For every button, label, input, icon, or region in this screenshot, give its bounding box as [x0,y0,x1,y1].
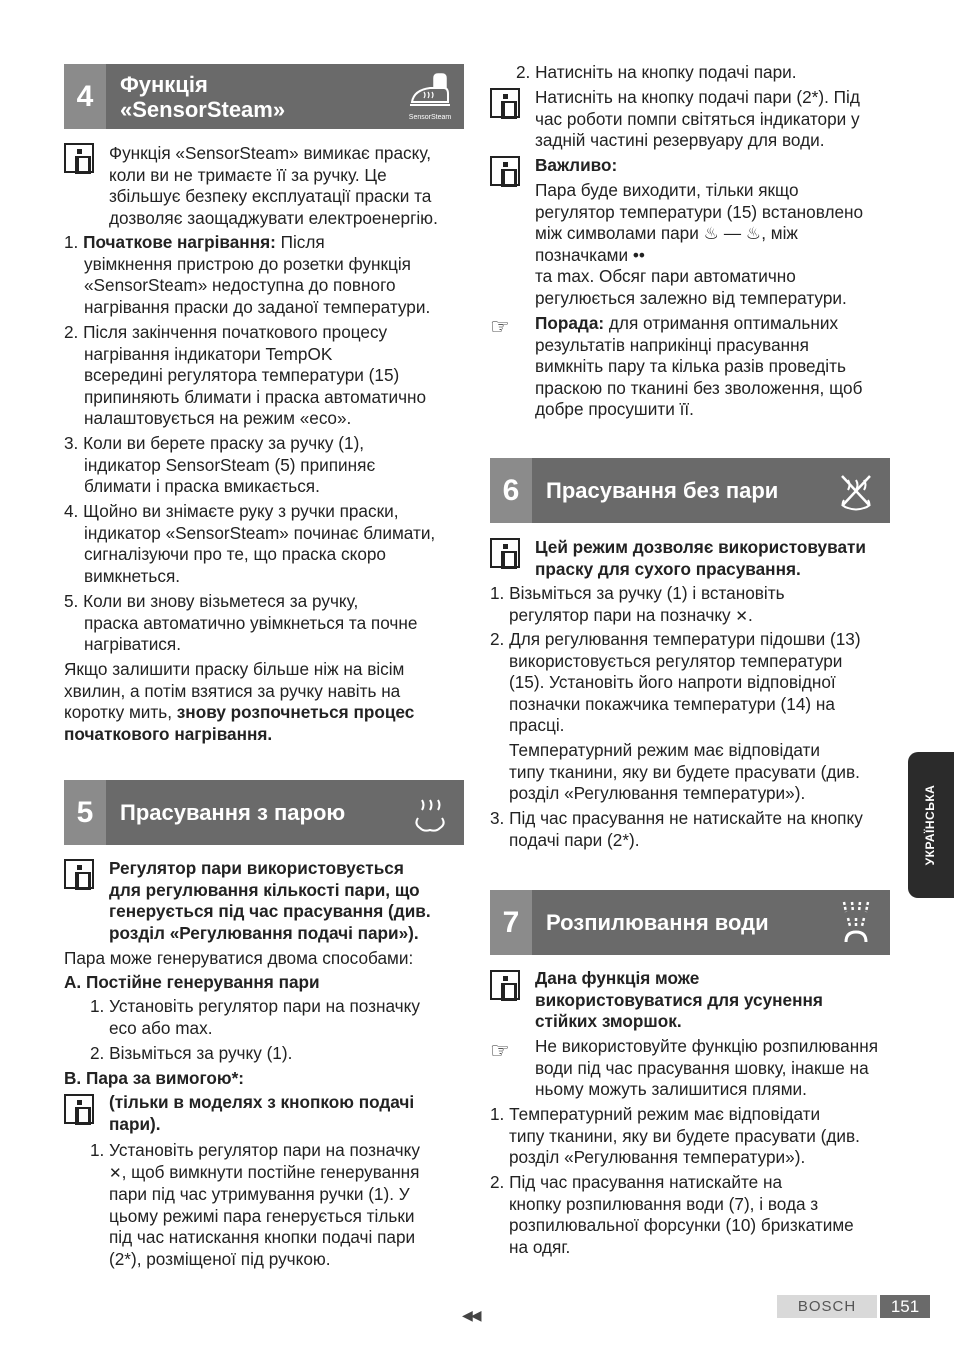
s4-item-4: 4. Щойно ви знімаєте руку з ручки праски, індикатор «SensorSteam» починає блимати, сигналізуючи про те, що праска скоро вимкнеться. [64,501,436,586]
s5-a-heading: A. Постійне генерування пари [64,972,320,992]
section-title: Функція «SensorSteam» [120,72,286,122]
item-text: 1. Візьміться за ручку (1) і встановіть регулятор пари на позначку [490,583,785,625]
important-heading: Важливо: [535,155,618,175]
info-icon [490,156,520,186]
s5-a-item-1: 1. Установіть регулятор пари на позначку eco або max. [90,996,420,1038]
section-number: 7 [490,890,532,955]
tail-bold: знову розпочнеться процес початкового нагрівання. [64,702,415,744]
important-text-2: , між позначками •• та max. Обсяг пари автоматично регулюється залежно від температури. [535,223,847,308]
item-text: 1. Установіть регулятор пари на позначку [90,1140,420,1160]
item-number: 1. [64,232,84,252]
steam-icon [404,788,456,838]
brand-label: BOSCH [777,1295,877,1318]
s4-item-3: 3. Коли ви берете праску за ручку (1), індикатор SensorSteam (5) припиняє блимати і праска вмикається. [64,433,376,497]
prev-page-arrows-icon[interactable]: ◀◀ [462,1307,480,1323]
section-7-header [490,890,890,955]
info-icon [64,143,94,173]
s5-b-info: (тільки в моделях з кнопкою подачі пари). [109,1092,415,1134]
section-number: 6 [490,458,532,523]
sensorsteam-icon-label: SensorSteam [408,114,452,121]
item-text: , щоб вимкнути постійне генерування пари під час утримування ручки (1). У цьому режимі пара генерується тільки під час натискання кнопки подачі пари (2*), розміщеної під ручкою. [109,1161,420,1269]
s4-info-text: Функція «SensorSteam» вимикає праску, коли ви не тримаєте її за ручку. Це збільшує безпеку експлуатації праски та дозволяє заощаджувати електроенергію. [109,143,438,228]
s4-tail [64,659,414,745]
tip-body: для отримання оптимальних результатів наприкінці прасування вимкніть пару та кілька разів проведіть праскою по тканині без зволоження, щоб добре просушити її. [535,313,863,420]
tip-heading: Порада: [535,313,605,333]
item-text: Після увімкнення пристрою до розетки функція «SensorSteam» недоступна до повного нагрівання праски до заданої температури. [84,232,431,317]
s5-b-item-1 [90,1140,464,1271]
info-icon [490,970,520,1000]
s6-item-3: 3. Під час прасування не натискайте на кнопку подачі пари (2*). [490,808,863,850]
pointing-hand-icon: ☞ [490,314,510,339]
section-number: 4 [64,64,106,129]
section-4-header [64,64,464,129]
s5-intro: Пара може генеруватися двома способами: [64,948,414,968]
page-number: 151 [880,1295,930,1318]
s4-item-5: 5. Коли ви знову візьметеся за ручку, праска автоматично увімкнеться та почне нагріватися. [64,591,418,655]
s6-item-1 [490,583,785,627]
s7-tip: Не використовуйте функцію розпилювання води під час прасування шовку, інакше на ньому можуть залишитися плями. [535,1036,879,1100]
info-icon [490,88,520,118]
s6-item-2: 2. Для регулювання температури підошви (13) використовується регулятор температури (15). Установіть його напроти відповідної позначки покажчика температури (14) на прасці. [490,629,861,736]
pump-info: Натисніть на кнопку подачі пари (2*). Під час роботи помпи світяться індикатори у задній частині резервуару для води. [535,87,860,151]
spray-icon [830,898,882,948]
s4-item-1 [64,232,430,318]
item-bold: Початкове нагрівання: [83,232,276,252]
info-icon [64,1094,94,1124]
s7-item-2: 2. Під час прасування натискайте на кнопку розпилювання води (7), і вода з розпилювальної форсунки (10) бризкатиме на одяг. [490,1172,854,1257]
no-steam-icon: ✕ [109,1164,122,1182]
s6-note: Температурний режим має відповідати типу тканини, яку ви будете прасувати (див. розділ «Регулювання температури»). [509,740,860,804]
info-icon [64,859,94,889]
sensorsteam-icon [404,72,456,122]
item-text: . [747,604,753,625]
s5-b-item-2: 2. Натисніть на кнопку подачі пари. [516,62,797,82]
section-title: Прасування з парою [120,800,346,825]
s5-a-item-2: 2. Візьміться за ручку (1). [90,1043,293,1063]
s4-item-2: 2. Після закінчення початкового процесу нагрівання індикатори TempOK всередині регулятора температури (15) припиняють блимати і праска автоматично налаштовується на режим «eco». [64,322,427,429]
pointing-hand-icon: ☞ [490,1038,510,1063]
steam-max-icon: ♨ [745,223,762,244]
important-text [535,180,863,310]
info-icon [490,538,520,568]
language-tab [908,752,954,898]
section-5-header [64,780,464,845]
s7-item-1: 1. Температурний режим має відповідати типу тканини, яку ви будете прасувати (див. розділ «Регулювання температури»). [490,1104,860,1168]
s7-info: Дана функція може використовуватися для усунення стійких зморшок. [535,968,823,1032]
s5-b-heading: B. Пара за вимогою*: [64,1068,244,1088]
important-dash: — [719,223,746,244]
steam-min-icon: ♨ [703,223,720,244]
language-tab-label: УКРАЇНСЬКА [923,784,938,866]
section-6-header [490,458,890,523]
s6-info: Цей режим дозволяє використовувати праску для сухого прасування. [535,537,866,579]
no-steam-icon [830,466,882,516]
s5-info-text: Регулятор пари використовується для регулювання кількості пари, що генерується під час прасування (див. розділ «Регулювання подачі пари»). [109,858,431,943]
section-title: Розпилювання води [546,910,769,935]
no-steam-icon: ✕ [735,607,748,625]
section-title: Прасування без пари [546,478,779,503]
section-number: 5 [64,780,106,845]
important-text-1: Пара буде виходити, тільки якщо регулятор температури (15) встановлено між символами пари [535,180,864,244]
tail-text: Якщо залишити праску більше ніж на вісім хвилин, а потім взятися за ручку навіть на коротку мить, [64,659,405,723]
tip-text [535,313,862,421]
